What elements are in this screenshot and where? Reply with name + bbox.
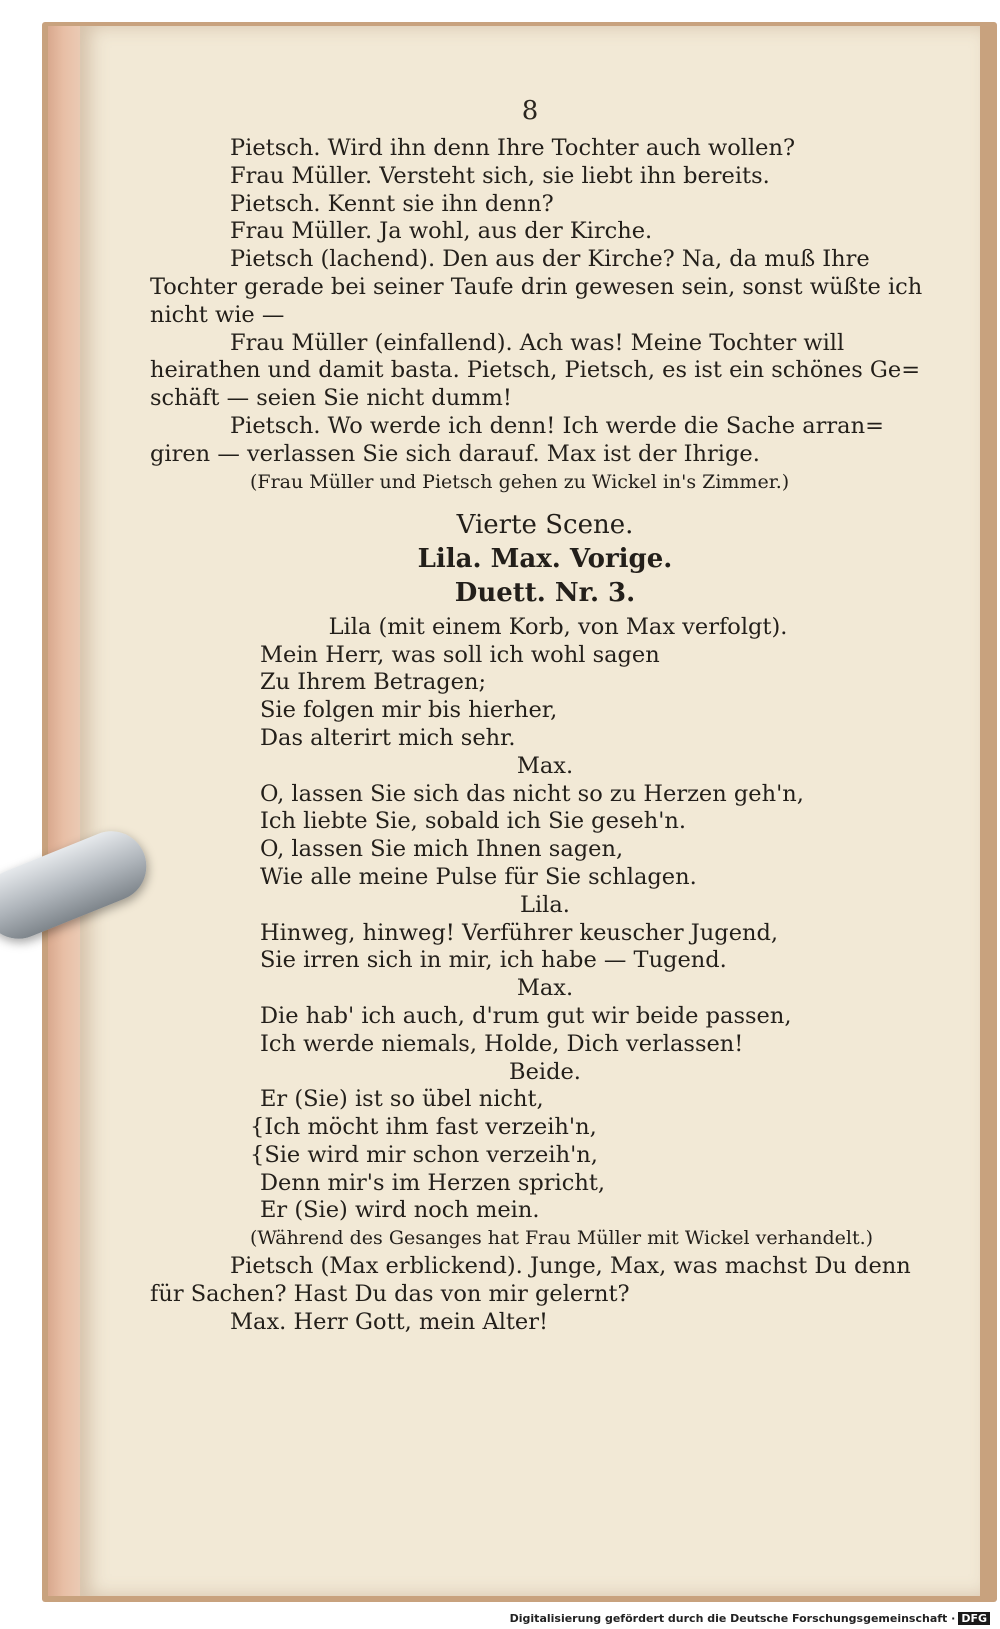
- text-line: Er (Sie) ist so übel nicht,: [260, 1086, 544, 1113]
- text-line: Ich liebte Sie, sobald ich Sie geseh'n.: [260, 808, 687, 835]
- text-line: Max. Herr Gott, mein Alter!: [230, 1308, 549, 1335]
- text-line: {Ich möcht ihm fast verzeih'n,: [250, 1114, 597, 1141]
- text-line: Zu Ihrem Betragen;: [260, 669, 487, 696]
- text-line: Beide.: [509, 1058, 581, 1085]
- text-line: Pietsch (lachend). Den aus der Kirche? Na, da muß Ihre: [230, 246, 870, 273]
- text-line: Pietsch. Wo werde ich denn! Ich werde die Sache arran=: [230, 412, 884, 439]
- text-line: Frau Müller. Ja wohl, aus der Kirche.: [230, 218, 653, 245]
- page-text: [150, 135, 940, 1336]
- text-line: Frau Müller (einfallend). Ach was! Meine Tochter will: [230, 329, 845, 356]
- text-line: Wie alle meine Pulse für Sie schlagen.: [260, 863, 697, 890]
- text-line: Sie folgen mir bis hierher,: [260, 697, 558, 724]
- text-line: Hinweg, hinweg! Verführer keuscher Jugend,: [260, 919, 779, 946]
- text-line: Die hab' ich auch, d'rum gut wir beide passen,: [260, 1002, 792, 1029]
- text-line: (Frau Müller und Pietsch gehen zu Wickel in's Zimmer.): [250, 470, 790, 493]
- text-line: Ich werde niemals, Holde, Dich verlassen!: [260, 1030, 744, 1057]
- text-line: für Sachen? Hast Du das von mir gelernt?: [150, 1280, 630, 1307]
- dialogue-block: [150, 135, 940, 496]
- dfg-logo: DFG: [958, 1612, 990, 1625]
- text-line: schäft — seien Sie nicht dumm!: [150, 385, 512, 412]
- scene-title: Vierte Scene.: [456, 510, 634, 541]
- text-line: giren — verlassen Sie sich darauf. Max ist der Ihrige.: [150, 440, 760, 467]
- text-line: (Während des Gesanges hat Frau Müller mit Wickel verhandelt.): [250, 1227, 874, 1250]
- text-line: Pietsch (Max erblickend). Junge, Max, was machst Du denn: [230, 1253, 911, 1280]
- text-line: Er (Sie) wird noch mein.: [260, 1197, 540, 1224]
- text-line: O, lassen Sie mich Ihnen sagen,: [260, 836, 624, 863]
- text-line: Tochter gerade bei seiner Taufe drin gewesen sein, sonst wüßte ich: [150, 273, 923, 300]
- text-line: Lila (mit einem Korb, von Max verfolgt).: [328, 613, 788, 640]
- text-line: Pietsch. Kennt sie ihn denn?: [230, 190, 554, 217]
- text-line: O, lassen Sie sich das nicht so zu Herzen geh'n,: [260, 780, 804, 807]
- text-line: Mein Herr, was soll ich wohl sagen: [260, 641, 660, 668]
- page-number: 8: [521, 96, 539, 126]
- text-line: {Sie wird mir schon verzeih'n,: [250, 1141, 598, 1168]
- text-line: Lila.: [520, 891, 570, 918]
- text-line: Das alterirt mich sehr.: [260, 724, 516, 751]
- text-line: Frau Müller. Versteht sich, sie liebt ihn bereits.: [230, 162, 770, 189]
- text-line: Denn mir's im Herzen spricht,: [260, 1169, 606, 1196]
- number-title: Duett. Nr. 3.: [454, 577, 636, 608]
- footer-text: Digitalisierung gefördert durch die Deutsche Forschungsgemeinschaft ·: [509, 1612, 956, 1625]
- text-line: Max.: [516, 752, 574, 779]
- text-line: Pietsch. Wird ihn denn Ihre Tochter auch wollen?: [230, 135, 796, 161]
- text-line: Max.: [516, 975, 574, 1002]
- characters-heading: Lila. Max. Vorige.: [417, 544, 673, 575]
- duet-block: [150, 614, 940, 1337]
- text-line: nicht wie —: [150, 301, 285, 328]
- text-line: heirathen und damit basta. Pietsch, Pietsch, es ist ein schönes Ge=: [150, 357, 921, 384]
- footer-credit: [510, 1612, 990, 1625]
- text-line: Sie irren sich in mir, ich habe — Tugend.: [260, 947, 727, 974]
